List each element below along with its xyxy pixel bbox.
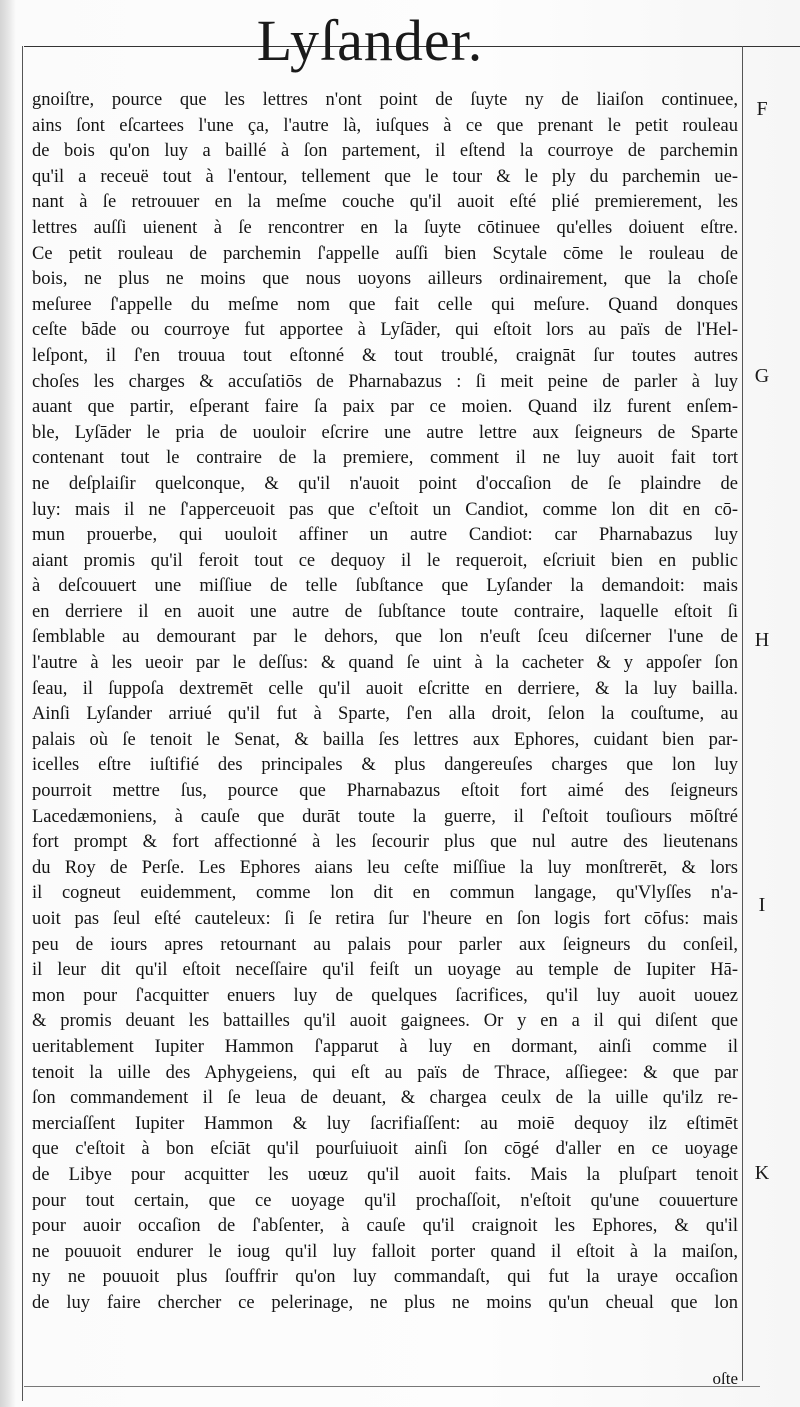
text-line: pour tout certain, que ce uoyage qu'il prochaſſoit, n'eſtoit qu'une couuerture (32, 1190, 738, 1211)
text-line: meſuree ſ'appelle du meſme nom que fait celle qui meſure. Quand donques (32, 294, 738, 315)
text-line: tenoit la uille des Aphygeiens, qui eſt au païs de Thrace, aſſiegee: & que par (32, 1062, 738, 1083)
text-line: merciaſſent Iupiter Hammon & luy ſacrifiaſſent: au moiē dequoy ilz eſtimēt (32, 1113, 738, 1134)
text-line: lettres auſſi uienent à ſe rencontrer en la ſuyte cōtinuee qu'elles doiuent eſtre. (32, 217, 738, 238)
frame-rule-right (742, 46, 743, 1381)
margin-letter-f: F (756, 98, 768, 120)
text-line: qu'il a receuë tout à l'entour, tellement que le tour & le ply du parchemin ue- (32, 166, 738, 187)
text-line: aiant promis qu'il feroit tout ce dequoy il le requeroit, eſcriuit bien en public (32, 550, 738, 571)
text-line: que c'eſtoit à bon eſciāt qu'il pourſuiuoit ainſi ſon cōgé d'aller en ce uoyage (32, 1139, 738, 1160)
text-line: ble, Lyſāder le pria de uouloir eſcrire une autre lettre aux ſeigneurs de Sparte (32, 422, 738, 443)
text-line: de bois qu'on luy a baillé à ſon partement, il eſtend la courroye de parchemin (32, 141, 738, 162)
text-line: pour auoir occaſion de ſ'abſenter, à cauſe qu'il craignoit les Ephores, & qu'il (32, 1216, 738, 1237)
text-line: Ce petit rouleau de parchemin ſ'appelle auſſi bien Scytale cōme le rouleau de (32, 243, 738, 264)
text-line: palais où ſe tenoit le Senat, & bailla ſes lettres aux Ephores, cuidant bien par- (32, 729, 738, 750)
text-line: ſemblable au demourant par le dehors, que lon n'euſt ſceu diſcerner l'une de (32, 627, 738, 648)
text-line: mun prouerbe, qui uouloit affiner un autre Candiot: car Pharnabazus luy (32, 525, 738, 546)
text-line: Lacedæmoniens, à cauſe que durāt toute la guerre, il ſ'eſtoit touſiours mōſtré (32, 806, 738, 827)
text-line: pourroit mettre ſus, pource que Pharnabazus eſtoit fort aimé des ſeigneurs (32, 781, 738, 802)
text-line: en derriere il en auoit une autre de ſubſtance toute contraire, laquelle eſtoit ſi (32, 601, 738, 622)
text-line: ne pouuoit endurer le ioug qu'il luy falloit porter quand il eſtoit à la maiſon, (32, 1241, 738, 1262)
spine-shadow (0, 0, 16, 1407)
text-line: auant que partir, eſperant faire ſa paix par ce moien. Quand ilz furent enſem- (32, 397, 738, 418)
text-line: ſon commandement il ſe leua de deuant, & chargea ceulx de la uille qu'ilz re- (32, 1088, 738, 1109)
text-line: nant à ſe retrouuer en la meſme couche qu'il auoit eſté plié premierement, les (32, 192, 738, 213)
text-line: leſpont, il ſ'en trouua tout eſtonné & tout troublé, craignāt ſur toutes autres (32, 345, 738, 366)
text-line: & promis deuant les battailles qu'il auoit gaignees. Or y en a il qui diſent que (32, 1011, 738, 1032)
text-line: bois, ne plus ne moins que nous uoyons ailleurs ordinairement, que la choſe (32, 269, 738, 290)
frame-rule-left (22, 46, 23, 1401)
text-line: choſes les charges & accuſatiōs de Pharnabazus : ſi meit peine de parler à luy (32, 371, 738, 392)
running-head: Lyſander. (256, 8, 484, 73)
text-line: fort prompt & fort affectionné à les ſecourir plus que nul autre des lieutenans (32, 832, 738, 853)
text-line: mon pour ſ'acquitter enuers luy de quelques ſacrifices, qu'il luy auoit uouez (32, 985, 738, 1006)
margin-letter-g: G (754, 365, 770, 387)
text-line: gnoiſtre, pource que les lettres n'ont point de ſuyte ny de liaiſon continuee, (32, 90, 738, 110)
text-line: ne deſplaiſir quelconque, & qu'il n'auoit point d'occaſion de ſe plaindre de (32, 473, 738, 494)
text-line: peu de iours apres retournant au palais pour parler aux ſeigneurs du conſeil, (32, 934, 738, 955)
text-line: ny ne pouuoit plus ſouffrir qu'on luy commandaſt, qui fut la uraye occaſion (32, 1267, 738, 1288)
text-line: ains ſont eſcartees l'une ça, l'autre là, iuſques à ce que prenant le petit rouleau (32, 115, 738, 136)
frame-rule-bottom (24, 1386, 760, 1387)
text-line: contenant tout le contraire de la premiere, comment il ne luy auoit fait tort (32, 448, 738, 469)
text-line: ueritablement Iupiter Hammon ſ'apparut à luy en dormant, ainſi comme il (32, 1036, 738, 1057)
text-line: l'autre à les ueoir par le deſſus: & quand ſe uint à la cacheter & y appoſer ſon (32, 653, 738, 674)
margin-letter-k: K (754, 1162, 770, 1184)
catchword: oſte (712, 1369, 738, 1388)
text-line: il leur dit qu'il eſtoit neceſſaire qu'il feiſt un uoyage au temple de Iupiter Hā- (32, 960, 738, 981)
body-text (32, 88, 738, 1317)
text-line: il cogneut euidemment, comme lon dit en commun langage, qu'Vlyſſes n'a- (32, 883, 738, 904)
text-line: icelles eſtre iuſtifié des principales & plus dangereuſes charges que lon luy (32, 755, 738, 776)
text-line: ceſte bāde ou courroye fut apportee à Lyſāder, qui eſtoit lors au païs de l'Hel- (32, 320, 738, 341)
text-line: du Roy de Perſe. Les Ephores aians leu ceſte miſſiue la luy monſtrerēt, & lors (32, 857, 738, 878)
text-line: de Libye pour acquitter les uœuz qu'il auoit faits. Mais la pluſpart tenoit (32, 1164, 738, 1185)
text-line: à deſcouuert une miſſiue de telle ſubſtance que Lyſander la demandoit: mais (32, 576, 738, 597)
margin-letter-i: I (758, 894, 766, 916)
text-line: de luy faire chercher ce pelerinage, ne plus ne moins qu'un cheual que lon (32, 1292, 738, 1313)
text-line: uoit pas ſeul eſté cauteleux: ſi ſe retira ſur l'heure en ſon logis fort cōfus: mais (32, 909, 738, 929)
text-line: ſeau, il ſuppoſa dextremēt celle qu'il auoit eſcritte en derriere, & la luy bailla. (32, 678, 738, 699)
text-line: Ainſi Lyſander arriué qu'il fut à Sparte, ſ'en alla droit, ſelon la couſtume, au (32, 704, 738, 725)
margin-letter-h: H (754, 629, 770, 651)
text-line: luy: mais il ne ſ'apperceuoit pas que c'eſtoit un Candiot, comme lon dit en cō- (32, 499, 738, 520)
